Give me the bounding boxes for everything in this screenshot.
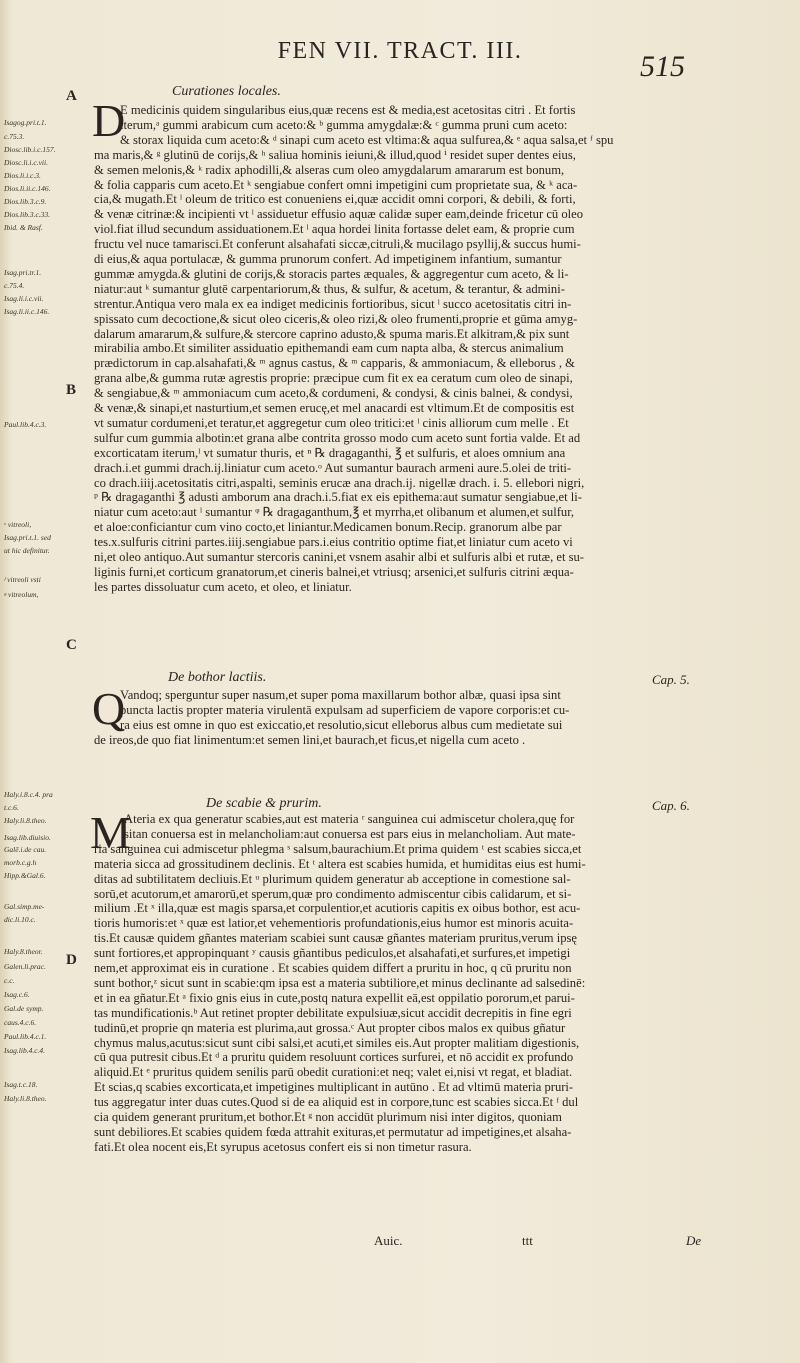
text-line: ditas ad subtilitatem decliuis.Et ᵘ plurimum quidem generatur ab acceptione in comestione sal-	[94, 871, 571, 886]
text-line: tas mundificationis.ᵇ Aut retinet propter debilitate expulsiuæ,sicut accidit decrepitis in fine egri	[94, 1005, 572, 1020]
margin-note: Isag.t.c.18.	[4, 1080, 38, 1089]
running-header: FEN VII. TRACT. III.	[277, 38, 523, 64]
text-line: sunt bothor,ᶻ sicut sunt in scabie:qm ipsa est a materia subtiliore,et minus declinante ad salsedinē:	[94, 975, 586, 990]
margin-note: Isag.pri.t.1. sed	[4, 533, 51, 542]
margin-note: ut hic definitur.	[4, 546, 50, 555]
text-line: sulfur cum gummia albotin:et grana albe contrita grosso modo cum aceto sunt fortia valde. Et ad	[94, 430, 581, 445]
margin-note: Dios.li.ii.c.146.	[4, 184, 51, 193]
text-line: & semen melonis,& ᵏ radix aphodilli,& alseras cum oleo amygdalarum amararum est bonum,	[94, 162, 565, 177]
text-line: sitan conuersa est in melancholiam:aut conuersa est pars eius in melancholiam. Aut mate-	[124, 826, 576, 841]
margin-note: Isag.lib.4.c.4.	[4, 1046, 46, 1055]
text-line: di eius,& aqua portulacæ, & gumma prunorum confert. Ad impetiginem infantium, sumantur	[94, 252, 562, 266]
text-line: sorū,et acutorum,et amarorū,et sperum,quæ pro condimento admiscentur cibis calidarum, et si-	[94, 886, 572, 901]
text-line: excorticatam iterum,ˡ vt sumatur thuris, et ⁿ ℞ dragaganthi, ℥ et sulfuris, et aloes omnium ana	[94, 445, 566, 460]
margin-note: Dios.lib.3.c.33.	[4, 210, 51, 219]
margin-note: Paul.lib.4.c.1.	[4, 1032, 47, 1041]
text-line: vt sumatur cordumeni,et teratur,et aggregetur cum oleo tritici:et ˡ cinis alliorum cum melle . Et	[94, 415, 569, 430]
margin-letter-a: A	[66, 88, 77, 104]
text-line: milium .Et ˣ illa,quæ est magis sparsa,et corpulentior,et acutioris capitis ex oibus bothor, est acu-	[94, 901, 581, 916]
margin-note: Paul.lib.4.c.3.	[4, 420, 47, 429]
text-line: viol.fiat illud secundum assiduationem.Et ˡ aqua hordei linita fortasse delet eam, & proprie cum	[94, 222, 575, 237]
text-line: Ateria ex qua generatur scabies,aut est materia ʳ sanguinea cui admiscetur cholera,quę for	[124, 812, 575, 826]
text-line: niatur:aut ᵏ sumantur glutē carpentariorum,& thus, & sulfur, & acetum, & terantur, & admini-	[94, 281, 565, 296]
margin-note: ᵉ vitreoli,	[4, 520, 32, 529]
text-line: et aloe:conficiantur cum vino cocto,et liniantur.Medicamen bonum.Recip. granorum albe par	[94, 520, 562, 535]
section-heading-curationes: Curationes locales.	[172, 84, 281, 99]
text-line: ma maris,& ᵍ glutinū de corijs,& ʰ saliua hominis ieiuni,& illud,quod ⁱ residet super dentes eius,	[94, 147, 576, 162]
text-line: ni,et oleo antiquo.Aut sumantur stercoris canini,et vsnem asahir albi et sulfuris albi et rutæ, et su-	[94, 550, 584, 564]
margin-note: c.75.4.	[4, 281, 25, 290]
text-line: drach.i.et gummi drach.ij.liniatur cum aceto.ᵒ Aut sumantur baurach armeni aure.5.olei de triti-	[94, 460, 572, 475]
margin-note: morb.c.g.h	[4, 858, 37, 867]
margin-note: Haly.li.8.theo.	[4, 816, 47, 825]
margin-note: Diosc.li.i.c.vii.	[4, 158, 48, 167]
text-line: ria sanguinea cui admiscetur phlegma ˢ salsum,baurachium.Et prima quidem ᵗ est scabies sicca,et	[94, 841, 582, 856]
text-line: dalarum amararum,& sulfure,& stercore caprino adusto,& spuma maris.Et alkitram,& pix sunt	[94, 326, 570, 341]
margin-note: caus.4.c.6.	[4, 1018, 37, 1027]
text-line: grana albe,& gumma rutæ agrestis proprie: præcipue cum fit ex ea ceratum cum oleo de sinapi,	[94, 371, 573, 386]
margin-note: Gal.de symp.	[4, 1004, 44, 1013]
text-line: spissato cum decoctione,& sicut oleo ciceris,& oleo rizi,& oleo frumenti,proprie et gūma amyg-	[94, 311, 578, 326]
text-line: cū qua putresit cibus.Et ᵈ a pruritu quidem resoluunt cortices surfurei, et nō accidit ex profundo	[94, 1050, 574, 1065]
text-line: fati.Et olea nocent eis,Et syrupus acetosus confert eis si non timetur rasura.	[94, 1139, 472, 1154]
text-line: & venæ,& sinapi,et nasturtium,et semen erucę,et mel anacardi est vltimum.Et de compositis est	[94, 401, 575, 415]
text-line: fructu vel nuce tamarisci.Et conferunt alsahafati siccæ,citruli,& mucilago psyllij,& succus humi-	[94, 237, 581, 252]
margin-note: Galen.li.prac.	[4, 962, 46, 971]
text-line: & venæ citrinæ:& incipienti vt ˡ assiduetur effusio aquæ calidæ super eam,deinde fricetur cū oleo	[94, 207, 584, 222]
chapter-label-6: Cap. 6.	[652, 798, 690, 813]
margin-note: c.75.3.	[4, 132, 25, 141]
text-line: et in ea gñatur.Et ᵃ fixio gnis eius in cute,postq natura expellit eā,est oppilatio pororum,et parui-	[94, 990, 575, 1005]
text-line: tis.Et causæ quidem gñantes materiam scabiei sunt causæ gñantes materiam pruritus,verum ipsę	[94, 931, 577, 946]
margin-note: Dios.lib.3.c.9.	[4, 197, 47, 206]
text-line: tes.x.sulfuris citrini partes.iiij.sengiabue pars.i.eius contritio optime fiat,et liniatur cum aceto vi	[94, 535, 573, 550]
text-line: cia quidem generant pruritum,et bothor.Et ᵍ non accidūt plurimum nisi inter digitos, quoniam	[94, 1110, 562, 1124]
margin-note: Isagog.pri.t.1.	[4, 118, 47, 127]
margin-letter-d: D	[66, 952, 77, 968]
text-line: aliquid.Et ᵉ pruritus quidem senilis parū obedit curationi:et neq; valet ei,nisi vt regat, et bladiat.	[94, 1065, 573, 1080]
text-line: sunt debiliores.Et scabies quidem fœda attrahit exituras,et permutatur ad impetigines,et alsaha-	[94, 1124, 572, 1139]
text-line: nem,et approximat eis in curatione . Et scabies quidem differt a pruritu in hoc, q cū pruritu non	[94, 961, 572, 975]
margin-letter-b: B	[66, 382, 77, 398]
margin-note: Isag.pri.tr.1.	[4, 268, 42, 277]
text-line: tus aggregatur inter duas cutes.Quod si de ea aliquid est in corpore,tunc est scabies sicca.Et ᶠ dul	[94, 1095, 579, 1110]
footer-signature: Auic.	[374, 1233, 403, 1248]
text-line: cia,& mugath.Et ˡ oleum de tritico est conueniens ei,quæ accidit omni corpori, & debili, & forti,	[94, 192, 576, 207]
text-line: & sengiabue,& ᵐ ammoniacum cum aceto,& cordumeni, & condysi, & cinis balnei, & condysi,	[94, 386, 573, 401]
margin-note: Isag.lib.diuisio.	[4, 833, 51, 842]
text-line: Et scias,q scabies excorticata,et impetigines multiplicant in autūno . Et ad vltimū materia pruri-	[94, 1080, 574, 1095]
text-line: mirabilia ambo.Et similiter assiduatio epithemandi eam cum napta alba, & stercus animalium	[94, 341, 564, 356]
margin-note: Galē.i.de cau.	[4, 845, 47, 854]
text-line: ᵖ ℞ dragaganthi ℥ adusti amborum ana drach.i.5.fiat ex eis epithema:aut sumatur sengiabue,et li-	[94, 490, 582, 505]
margin-note: Gal.simp.me-	[4, 902, 45, 911]
footer-register: ttt	[522, 1233, 533, 1248]
margin-note: Dios.li.i.c.3.	[4, 171, 41, 180]
margin-note: dic.li.10.c.	[4, 915, 36, 924]
text-line: & folia capparis cum aceto.Et ᵏ sengiabue confert omni impetigini cum proprietate sua, & ᵏ aca-	[94, 177, 578, 192]
margin-letter-c: C	[66, 637, 77, 653]
margin-note: Ibid. & Rasf.	[4, 223, 43, 232]
margin-note: Haly.li.8.theo.	[4, 1094, 47, 1103]
text-line: tioris humoris:et ˣ quæ est latior,et vehementioris profundationis,eius humor est minoris acuita-	[94, 916, 574, 931]
text-line: tudinū,et proprie qn materia est plurima,aut grossa.ᶜ Aut propter cibos malos ex quibus gñatur	[94, 1020, 566, 1035]
margin-note: Hipp.&Gal.6.	[4, 871, 46, 880]
text-line: les partes dissoluatur cum aceto, et oleo, et liniatur.	[94, 579, 352, 594]
text-line: materia sicca ad grossitudinem declinis. Et ᵗ altera est scabies humida, et humiditas eius est humi-	[94, 856, 586, 871]
footer-catchword: De	[686, 1233, 702, 1248]
text-line: co drach.iiij.acetositatis citri,aspalti, seminis erucæ ana drach.ij. nigellæ drach. i. 5. ellebori nigri,	[94, 475, 585, 490]
drop-cap-q: Q	[92, 683, 126, 734]
text-line: ra eius est omne in quo est exiccatio,et resolutio,sicut elleborus albus cum medietate sui	[120, 717, 563, 732]
text-line: chymus malus,acutus:sicut sunt cibi salsi,et acuti,et similes eis.Aut propter malitiam digestionis,	[94, 1035, 580, 1050]
text-line: de ireos,de quo fiat linimentum:et semen lini,et baurach,et ficus,et nigella cum aceto .	[94, 732, 526, 747]
text-line: gummæ amygda.& glutini de corijs,& storacis partes æquales, & aggregentur cum aceto, & li-	[94, 266, 569, 281]
margin-note: c.c.	[4, 976, 15, 985]
chapter-label-5: Cap. 5.	[652, 672, 690, 687]
text-line: puncta lactis propter materia virulentā expulsam ad superficiem de vapore corporis:et cu-	[120, 702, 570, 717]
text-line: E medicinis quidem singularibus eius,quæ recens est & media,est acetositas citri . Et fortis	[120, 103, 576, 117]
drop-cap-m: M	[90, 807, 131, 858]
margin-note: Haly.8.theor.	[4, 947, 43, 956]
drop-cap-d: D	[92, 95, 126, 146]
margin-note: Isag.li.ii.c.146.	[4, 307, 50, 316]
margin-note: ᶠ vitreoli vsti	[4, 575, 41, 584]
text-line: strentur.Antiqua vero mala ex ea indiget medicinis fortioribus, sicut ˡ succo acetositatis citri in-	[94, 296, 572, 311]
text-line: sunt fortiores,et appropinquant ʸ causis gñantibus pediculos,et alsahafati,et surfures,et impetigi	[94, 946, 571, 961]
text-line: Vandoq; sperguntur super nasum,et super poma maxillarum bothor albæ, quasi ipsa sint	[120, 688, 561, 702]
margin-note: Isag.c.6.	[4, 990, 30, 999]
text-line: liginis furni,et corticum granatorum,et cineris balnei,et vtriusq; arsenici,et sulfuris citrini æqua-	[94, 564, 574, 579]
margin-note: t.c.6.	[4, 803, 19, 812]
text-line: iterum,ᵃ gummi arabicum cum aceto:& ᵇ gumma amygdalæ:& ᶜ gumma pruni cum aceto:	[120, 117, 568, 132]
section-heading-scabie: De scabie & prurim.	[206, 796, 322, 811]
text-line: prædictorum in cap.alsahafati,& ᵐ agnus castus, & ᵐ capparis, & ammoniacum, & elleborus , &	[94, 356, 575, 371]
margin-note: Isag.li.i.c.vii.	[4, 294, 44, 303]
text-line: niatur cum aceto:aut ˡ sumantur ᵠ ℞ dragaganthum,℥ et myrrha,et olibanum et alumen,et sulfur,	[94, 505, 575, 520]
text-line: & storax liquida cum aceto:& ᵈ sinapi cum aceto est vltima:& aqua sulfurea,& ᵉ aqua salsa,et ᶠ spu	[120, 132, 614, 147]
section-heading-bothor: De bothor lactiis.	[168, 670, 267, 685]
margin-note: Haly.i.8.c.4. pra	[4, 790, 53, 799]
margin-note: ᵍ vitreolum,	[4, 590, 39, 599]
page-number: 515	[640, 50, 685, 83]
margin-note: Diosc.lib.i.c.157.	[4, 145, 56, 154]
